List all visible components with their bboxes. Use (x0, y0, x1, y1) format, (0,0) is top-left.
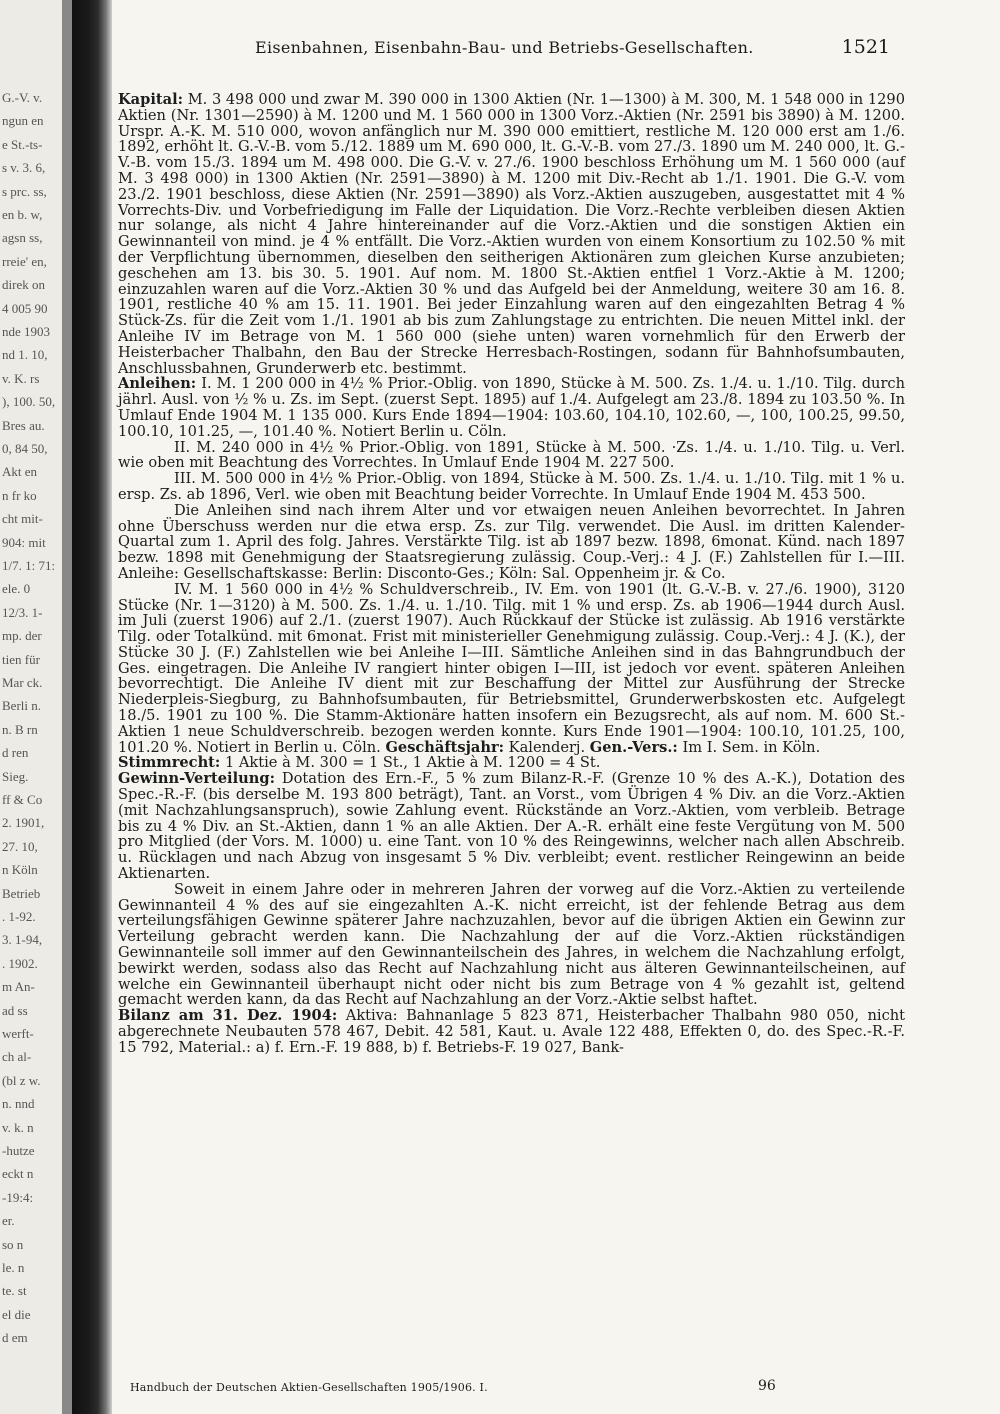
left-page-fragment: te. st (2, 1283, 27, 1299)
left-page-fragment: s prc. ss, (2, 183, 47, 199)
left-page-fragment: nde 1903 (2, 324, 51, 339)
left-page-fragment: er. (2, 1213, 15, 1229)
left-page-fragment: G.-V. v. (2, 90, 43, 105)
left-page-fragment: 2. 1901, (2, 815, 45, 831)
left-page-fragment: 27. 10, (2, 838, 38, 854)
left-page-fragment: -19:4: (2, 1189, 34, 1205)
genvers-text: Im I. Sem. in Köln. (682, 738, 821, 756)
anleihen-paragraph (118, 376, 905, 439)
left-page-fragment: v. K. rs (2, 370, 40, 386)
left-page-fragment: en b. w, (2, 207, 43, 222)
stimmrecht-label: Stimmrecht: (118, 754, 221, 772)
left-page-fragment: tien für (2, 651, 40, 667)
anleihe-4-text: IV. M. 1 560 000 in 4½ % Schuldverschreib., IV. Em. von 1901 (lt. G.-V.-B. v. 27./6. 1900), 3120 Stücke (Nr. 1—3120) à M. 500. Zs. 1./4. u. 1./10. Tilg. mit 1 % und ersp. Zs. ab 1906—1944 durch Ausl. im Juli (zuerst 1906) auf 2./1. (zuerst 1907). Auch Rückkauf der Stücke ist zulässig. Ab 1916 verstärkte Tilg. oder Totalkünd. mit 6monat. Frist mit ministerieller Genehmigung zulässig. Coup.-Verj.: 4 J. (K.), der Stücke 30 J. (F.) Zahlstellen wie bei Anleihe I—III. Sämtliche Anleihen sind in das Bahngrundbuch der Ges. eingetragen. Die Anleihe IV rangiert hinter obigen I—III, ist jedoch vor event. späteren Anleihen bevorrechtigt. Die Anleihe IV dient mit zur Beschaffung der Mittel zur Ausführung der Strecke Niederpleis-Siegburg, zu Bahnhofsumbauten, für Betriebsmittel, Grunderwerbskosten etc. Aufgelegt 18./5. 1901 zu 100 %. Die Stamm-Aktionäre hatten insofern ein Bezugsrecht, als auf nom. M. 600 St.-Aktien 1 neue Schuldverschreib. bezogen werden konnte. Kurs Ende 1901—1904: 100.10, 101.25, 100, 101.20 %. Notiert in Berlin u. Cöln. (118, 580, 905, 756)
anleihe-2-paragraph: II. M. 240 000 in 4½ % Prior.-Oblig. von 1891, Stücke à M. 500. ·Zs. 1./4. u. 1./10. Tilg. u. Verl. wie oben mit Beachtung des Vorrechtes. In Umlauf Ende 1904 M. 227 500. (118, 438, 905, 472)
page-number: 1521 (841, 36, 890, 58)
left-page-fragment: Berli n. (2, 698, 41, 714)
geschaeftsjahr-label: Geschäftsjahr: (385, 738, 505, 756)
bilanz-text: Aktiva: Bahnanlage 5 823 871, Heisterbacher Thalbahn 980 050, nicht abgerechnete Neubauten 578 467, Debit. 42 581, Kaut. u. Avale 122 488, Effekten 0, do. des Spec.-R.-F. 15 792, Material.: a) f. Ern.-F. 19 888, b) f. Betriebs-F. 19 027, Bank- (118, 1007, 906, 1056)
left-page-fragment: el die (2, 1306, 31, 1322)
left-page-fragment: ), 100. 50, (2, 394, 56, 410)
anleihe-3-paragraph: III. M. 500 000 in 4½ % Prior.-Oblig. von 1894, Stücke à M. 500. Zs. 1./4. u. 1./10. Tilg. mit 1 % u. ersp. Zs. ab 1896, Verl. wie oben mit Beachtung beider Vorrechte. In Umlauf Ende 1904 M. 453 500. (118, 470, 905, 503)
left-page-fragment: rreie' en, (2, 253, 47, 269)
geschaeftsjahr-text: Kalenderj. (508, 738, 586, 756)
left-page-fragment: Betrieb (2, 885, 41, 901)
left-page-fragment: 1/7. 1: 71: (2, 558, 56, 573)
left-page-fragment: Mar ck. (2, 675, 43, 690)
footer-citation: Handbuch der Deutschen Aktien-Gesellschaften 1905/1906. I. (130, 1381, 488, 1394)
left-page-fragment: agsn ss, (2, 230, 43, 246)
left-page-fragment: Bres au. (2, 417, 45, 433)
running-title: Eisenbahnen, Eisenbahn-Bau- und Betriebs-Gesellschaften. (255, 38, 754, 57)
left-page-fragment: Akt en (2, 464, 38, 480)
gewinn-label: Gewinn-Verteilung: (118, 770, 275, 788)
kapital-text: M. 3 498 000 und zwar M. 390 000 in 1300 Aktien (Nr. 1—1300) à M. 300, M. 1 548 000 in 1290 Aktien (Nr. 1301—2590) à M. 1200 und M. 1 560 000 in 1300 Vorz.-Aktien (Nr. 2591 bis 3890) à M. 1200. Urspr. A.-K. M. 510 000, wovon anfänglich nur M. 390 000 emittiert, restliche M. 120 000 erst am 1./6. 1892, erhöht lt. G.-V.-B. vom 5./12. 1889 um M. 690 000, lt. G.-V.-B. vom 27./3. 1890 um M. 240 000, lt. G.-V.-B. vom 15./3. 1894 um M. 498 000. Die G.-V. v. 27./6. 1900 beschloss Erhöhung um M. 1 560 000 (auf M. 3 498 000) in 1300 Aktien (Nr. 2591—3890) à M. 1200 mit Div.-Recht ab 1./1. 1901. Die G.-V. vom 23./2. 1901 beschloss, diese Aktien (Nr. 2591—3890) als Vorz.-Aktien auszugeben, ausgestattet mit 4 % Vorrechts-Div. und Vorbefriedigung im Falle der Liquidation. Die Vorz.-Rechte verbleiben diesen Aktien nur solange, als nicht 4 Jahre hintereinander auf die Vorz.-Aktien und die sonstigen Aktien ein Gewinnanteil von mind. je 4 % entfällt. Die Vorz.-Aktien wurden von einem Konsortium zu 102.50 % mit der Verpflichtung übernommen, dieselben den seitherigen Aktionären zum gleichen Kurse anzubieten; geschehen am 13. bis 30. 5. 1901. Auf nom. M. 1800 St.-Aktien entfiel 1 Vorz.-Aktie à M. 1200; einzuzahlen waren auf die Vorz.-Aktien 30 % und das Aufgeld bei der Anmeldung, weitere 30 am 16. 8. 1901, restliche 40 % am 15. 11. 1901. Bei jeder Einzahlung waren auf den eingezahlten Betrag 4 % Stück-Zs. für die Zeit vom 1./1. 1901 ab bis zum Zahlungstage zu entrichten. Die neuen Mittel inkl. der Anleihe IV im Betrage von M. 1 560 000 (siehe unten) waren vornehmlich für den Erwerb der Heisterbacher Thalbahn, den Bau der Strecke Herresbach-Rostingen, sodann für Bahnhofsumbauten, Anschlussbahnen, Grunderwerb etc. bestimmt. (118, 91, 906, 377)
left-page-fragment: n. B rn (2, 721, 38, 737)
left-page-fragment: 904: mit (2, 534, 46, 550)
stimmrecht-paragraph (118, 755, 905, 771)
body-text (118, 92, 905, 1056)
signature-number: 96 (758, 1378, 776, 1394)
left-page-fragment: ele. 0 (2, 581, 31, 597)
left-page-fragment: ngun en (2, 113, 44, 129)
left-page-fragment: eckt n (2, 1166, 34, 1182)
left-page-fragment: ch al- (2, 1049, 32, 1065)
kapital-label: Kapital: (118, 91, 184, 108)
gewinn-paragraph (118, 771, 905, 882)
left-page-fragment: Sieg. (2, 768, 29, 784)
left-page-fragment: (bl z w. (2, 1072, 41, 1088)
left-page-fragment: cht mit- (2, 511, 43, 527)
stimmrecht-text: 1 Aktie à M. 300 = 1 St., 1 Aktie à M. 1200 = 4 St. (224, 754, 601, 772)
gewinn-text: Dotation des Ern.-F., 5 % zum Bilanz-R.-F. (Grenze 10 % des A.-K.), Dotation des Spec.-R.-F. (bis derselbe M. 193 800 beträgt), Tant. an Vorst., vom Übrigen 4 % Div. an die Vorz.-Aktien (mit Nachzahlungsanspruch), sowie Zahlung event. Rückstände an Vorz.-Aktien, vom verbleib. Betrage bis zu 4 % Div. an St.-Aktien, dann 1 % an alle Aktien. Der A.-R. erhält eine feste Vergütung von M. 500 pro Mitglied (der Vors. M. 1000) u. eine Tant. von 10 % des Reingewinns, welcher nach allen Abschreib. u. Rücklagen und nach Abzug von insgesamt 5 % Div. verbleibt; event. restlicher Reingewinn an beide Aktienarten. (118, 770, 906, 883)
left-page-fragment: direk on (2, 277, 45, 293)
gutter-shadow (62, 0, 72, 1414)
left-page-fragment: 3. 1-94, (2, 932, 43, 948)
book-spine (72, 0, 112, 1414)
previous-page-edge (0, 0, 66, 1414)
anleihen-label: Anleihen: (118, 375, 197, 393)
left-page-fragment: 12/3. 1- (2, 604, 43, 620)
left-page-fragment: ff & Co (2, 792, 43, 807)
left-page-fragment: . 1902. (2, 955, 38, 971)
anleihe-1-text: I. M. 1 200 000 in 4½ % Prior.-Oblig. von 1890, Stücke à M. 500. Zs. 1./4. u. 1./10. Tilg. durch jährl. Ausl. von ½ % u. Zs. im Sept. (zuerst Sept. 1895) auf 1./4. Aufgelegt am 23./8. 1894 zu 103.50 %. In Umlauf Ende 1904 M. 1 135 000. Kurs Ende 1894—1904: 103.60, 104.10, 102.60, —, 100, 100.25, 99.50, 100.10, 101.25, —, 101.40 %. Notiert Berlin u. Cöln. (118, 375, 905, 440)
left-page-fragment: mp. der (2, 628, 42, 644)
bilanz-paragraph (118, 1008, 905, 1055)
bilanz-label: Bilanz am 31. Dez. 1904: (118, 1007, 338, 1025)
genvers-label: Gen.-Vers.: (589, 738, 678, 756)
left-page-fragment: 4 005 90 (2, 300, 48, 316)
left-page-fragment: le. n (2, 1260, 25, 1275)
left-page-fragment: m An- (2, 979, 35, 995)
left-page-fragment: s v. 3. 6, (2, 160, 46, 176)
anleihen-rang-paragraph: Die Anleihen sind nach ihrem Alter und vor etwaigen neuen Anleihen bevorrechtet. In Jahren ohne Überschuss werden nur die etwa ersp. Zs. zur Tilg. verwendet. Die Ausl. im dritten Kalender-Quartal zum 1. April des folg. Jahres. Verstärkte Tilg. ist ab 1897 bezw. 1898, 6monat. Künd. nach 1897 bezw. 1898 mit Genehmigung der Staatsregierung zulässig. Coup.-Verj.: 4 J. (F.) Zahlstellen für I.—III. Anleihe: Gesellschaftskasse: Berlin: Disconto-Ges.; Köln: Sal. Oppenheim jr. & Co. (118, 501, 905, 582)
left-page-fragment: werft- (2, 1026, 34, 1041)
left-page-fragment: n. nnd (2, 1096, 35, 1112)
kapital-paragraph (118, 92, 905, 376)
left-page-fragment: v. k. n (2, 1119, 34, 1135)
left-page-fragment: 0, 84 50, (2, 441, 48, 456)
left-page-fragment: n Köln (2, 862, 38, 878)
left-page-fragment: d ren (2, 745, 29, 761)
left-page-fragment: n fr ko (2, 487, 37, 503)
left-page-fragment: e St.-ts- (2, 136, 43, 152)
left-page-fragment: ad ss (2, 1002, 28, 1018)
nachzahlung-paragraph: Soweit in einem Jahre oder in mehreren Jahren der vorweg auf die Vorz.-Aktien zu verteilende Gewinnanteil 4 % des auf sie eingezahlten A.-K. nicht erreicht, ist der fehlende Betrag aus dem verteilungsfähigen Gewinne späterer Jahre nachzuzahlen, bevor auf die übrigen Aktien ein Gewinn zur Verteilung gebracht werden kann. Die Nachzahlung der auf die Vorz.-Aktien rückständigen Gewinnanteile soll immer auf den Gewinnanteilschein des Jahres, in welchem die Nachzahlung erfolgt, bewirkt werden, sodass also das Recht auf Nachzahlung nicht aus älteren Gewinnanteilscheinen, auf welche ein Gewinnanteil überhaupt nicht oder nicht bis zum Betrage von 4 % gezahlt ist, geltend gemacht werden kann, da das Recht auf Nachzahlung an der Vorz.-Aktie selbst haftet. (118, 880, 905, 1009)
left-page-fragment: -hutze (2, 1143, 35, 1158)
left-page-fragment: nd 1. 10, (2, 347, 48, 363)
anleihe-4-paragraph (118, 582, 905, 756)
left-page-fragment: d em (2, 1330, 28, 1346)
left-page-fragment: so n (2, 1236, 24, 1252)
left-page-fragment: . 1-92. (2, 909, 36, 924)
